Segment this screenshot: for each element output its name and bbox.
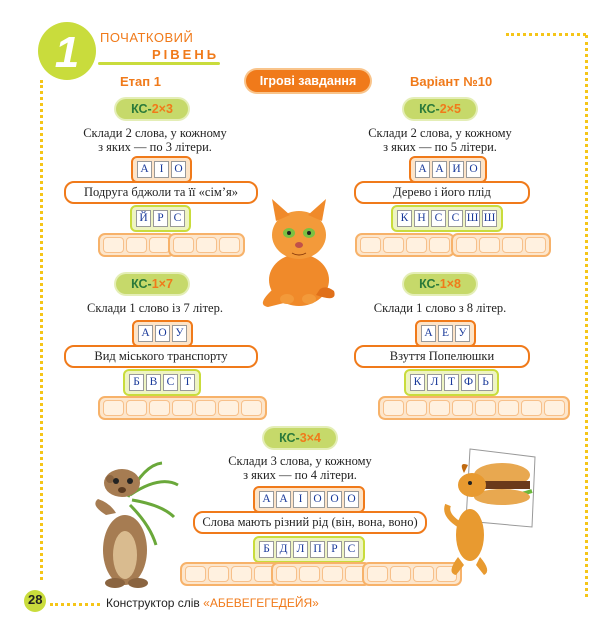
task-code-nums: 2×5: [439, 102, 461, 116]
letter-tile: К: [397, 210, 412, 227]
letter-tile: Р: [327, 541, 342, 558]
letter-tile: У: [455, 325, 470, 342]
letter-tile: А: [138, 325, 153, 342]
answer-slots[interactable]: [98, 233, 175, 257]
letter-tile: С: [344, 541, 359, 558]
page-number: 28: [28, 592, 43, 607]
instruction-line: з яких — по 3 літери.: [98, 140, 212, 154]
answer-slot[interactable]: [360, 237, 381, 253]
task-code: [264, 428, 336, 448]
answer-slot[interactable]: [195, 400, 216, 416]
answer-slot[interactable]: [502, 237, 523, 253]
task-clue: Вид міського транспорту: [64, 345, 258, 368]
task-code-prefix: КС-: [131, 102, 152, 116]
letter-tile: Ф: [461, 374, 476, 391]
task-code: [404, 274, 476, 294]
stage-label: Етап 1: [120, 74, 161, 89]
answer-slot[interactable]: [126, 237, 147, 253]
task-code-nums: 1×8: [439, 277, 461, 291]
answer-slot[interactable]: [383, 237, 404, 253]
answer-slot[interactable]: [456, 237, 477, 253]
letter-tile: А: [432, 161, 447, 178]
answer-slot[interactable]: [103, 400, 124, 416]
instruction-line: Склади 2 слова, у кожному: [368, 126, 512, 140]
answer-slot[interactable]: [218, 400, 239, 416]
answer-slot[interactable]: [173, 237, 194, 253]
answer-slots[interactable]: [378, 396, 570, 420]
answer-slot[interactable]: [413, 566, 434, 582]
letter-tile: Б: [259, 541, 274, 558]
answer-slot[interactable]: [231, 566, 252, 582]
letter-tile: Д: [276, 541, 291, 558]
task-code-nums: 3×4: [299, 431, 321, 445]
dog-burger-illustration: [440, 445, 540, 580]
answer-slot[interactable]: [367, 566, 388, 582]
answer-slot[interactable]: [103, 237, 124, 253]
answer-slot[interactable]: [479, 237, 500, 253]
task-instruction: [215, 454, 385, 482]
instruction-line: Склади 3 слова, у кожному: [228, 454, 372, 468]
letter-tile: А: [421, 325, 436, 342]
answer-slots[interactable]: [355, 233, 455, 257]
answer-slot[interactable]: [219, 237, 240, 253]
header-underline: [98, 62, 220, 65]
answer-slot[interactable]: [390, 566, 411, 582]
letter-tile: Ш: [482, 210, 497, 227]
letter-tile: Б: [129, 374, 144, 391]
answer-slot[interactable]: [521, 400, 542, 416]
book-title-highlight: «АБЕВЕГЕГЕДЕЙЯ»: [203, 596, 319, 610]
dotted-border-bottom: [50, 603, 100, 606]
answer-slot[interactable]: [544, 400, 565, 416]
task-code-prefix: КС-: [419, 277, 440, 291]
letter-tile: С: [448, 210, 463, 227]
answer-slot[interactable]: [276, 566, 297, 582]
letter-tile: К: [410, 374, 425, 391]
letter-tile: О: [466, 161, 481, 178]
instruction-line: з яких — по 4 літери.: [243, 468, 357, 482]
task-clue: Подруга бджоли та її «сім’я»: [64, 181, 258, 204]
letter-set: [415, 320, 476, 347]
letter-tile: А: [137, 161, 152, 178]
task-clue: Слова мають різний рід (він, вона, воно): [193, 511, 427, 534]
letter-tile: Ь: [478, 374, 493, 391]
task-code-prefix: КС-: [279, 431, 300, 445]
letter-set: [253, 486, 365, 513]
letter-set: [404, 369, 499, 396]
letter-set: [253, 536, 365, 563]
letter-tile: О: [171, 161, 186, 178]
letter-tile: У: [172, 325, 187, 342]
task-code-prefix: КС-: [419, 102, 440, 116]
level-label-line2: РІВЕНЬ: [152, 47, 220, 62]
answer-slot[interactable]: [196, 237, 217, 253]
letter-tile: Л: [293, 541, 308, 558]
task-instruction: [355, 126, 525, 154]
letter-tile: П: [310, 541, 325, 558]
answer-slot[interactable]: [299, 566, 320, 582]
letter-tile: О: [327, 491, 342, 508]
task-code: [116, 99, 188, 119]
answer-slot[interactable]: [475, 400, 496, 416]
letter-tile: А: [415, 161, 430, 178]
task-code: [404, 99, 476, 119]
dotted-border-top: [506, 33, 586, 36]
level-number: 1: [54, 28, 80, 77]
task-instruction: [355, 301, 525, 315]
answer-slots[interactable]: [180, 562, 280, 586]
answer-slot[interactable]: [429, 400, 450, 416]
answer-slot[interactable]: [406, 400, 427, 416]
answer-slots[interactable]: [98, 396, 267, 420]
letter-tile: І: [293, 491, 308, 508]
letter-tile: Л: [427, 374, 442, 391]
letter-set: [391, 205, 503, 232]
answer-slots[interactable]: [271, 562, 371, 586]
answer-slot[interactable]: [208, 566, 229, 582]
answer-slot[interactable]: [452, 400, 473, 416]
task-code-prefix: КС-: [131, 277, 152, 291]
answer-slot[interactable]: [241, 400, 262, 416]
letter-tile: А: [276, 491, 291, 508]
letter-tile: И: [449, 161, 464, 178]
letter-tile: О: [310, 491, 325, 508]
level-label-line1: ПОЧАТКОВИЙ: [100, 30, 194, 45]
letter-tile: Е: [438, 325, 453, 342]
answer-slot[interactable]: [525, 237, 546, 253]
task-clue: Взуття Попелюшки: [354, 345, 530, 368]
letter-tile: Т: [444, 374, 459, 391]
task-code: [116, 274, 188, 294]
variant-label: Варіант №10: [410, 74, 493, 89]
letter-tile: Р: [153, 210, 168, 227]
letter-tile: В: [146, 374, 161, 391]
instruction-line: Склади 2 слова, у кожному: [83, 126, 227, 140]
orange-cat-illustration: [254, 195, 344, 310]
dotted-border-right: [585, 35, 588, 597]
answer-slot[interactable]: [172, 400, 193, 416]
letter-tile: Й: [136, 210, 151, 227]
answer-slots[interactable]: [168, 233, 245, 257]
letter-tile: С: [170, 210, 185, 227]
letter-tile: Ш: [465, 210, 480, 227]
task-clue: Дерево і його плід: [354, 181, 530, 204]
dotted-border-left: [40, 80, 43, 580]
letter-set: [130, 205, 191, 232]
answer-slot[interactable]: [406, 237, 427, 253]
instruction-line: з яких — по 5 літери.: [383, 140, 497, 154]
letter-tile: І: [154, 161, 169, 178]
letter-set: [409, 156, 487, 183]
answer-slots[interactable]: [451, 233, 551, 257]
task-code-nums: 1×7: [151, 277, 173, 291]
task-instruction: [70, 126, 240, 154]
book-title: [106, 596, 319, 610]
letter-tile: Т: [180, 374, 195, 391]
tasks-badge: Ігрові завдання: [246, 70, 370, 92]
answer-slot[interactable]: [322, 566, 343, 582]
letter-set: [131, 156, 192, 183]
instruction-line: Склади 1 слово з 8 літер.: [373, 301, 507, 315]
letter-tile: С: [163, 374, 178, 391]
letter-tile: С: [431, 210, 446, 227]
book-title-prefix: Конструктор слів: [106, 596, 204, 610]
letter-tile: А: [259, 491, 274, 508]
letter-set: [123, 369, 201, 396]
task-code-nums: 2×3: [151, 102, 173, 116]
meerkat-illustration: [70, 455, 180, 590]
answer-slot[interactable]: [126, 400, 147, 416]
letter-set: [132, 320, 193, 347]
task-instruction: [70, 301, 240, 315]
instruction-line: Склади 1 слово із 7 літер.: [87, 301, 223, 315]
letter-tile: О: [344, 491, 359, 508]
answer-slot[interactable]: [149, 400, 170, 416]
letter-tile: О: [155, 325, 170, 342]
answer-slot[interactable]: [149, 237, 170, 253]
letter-tile: Н: [414, 210, 429, 227]
answer-slot[interactable]: [383, 400, 404, 416]
answer-slot[interactable]: [185, 566, 206, 582]
answer-slot[interactable]: [498, 400, 519, 416]
answer-slot[interactable]: [429, 237, 450, 253]
